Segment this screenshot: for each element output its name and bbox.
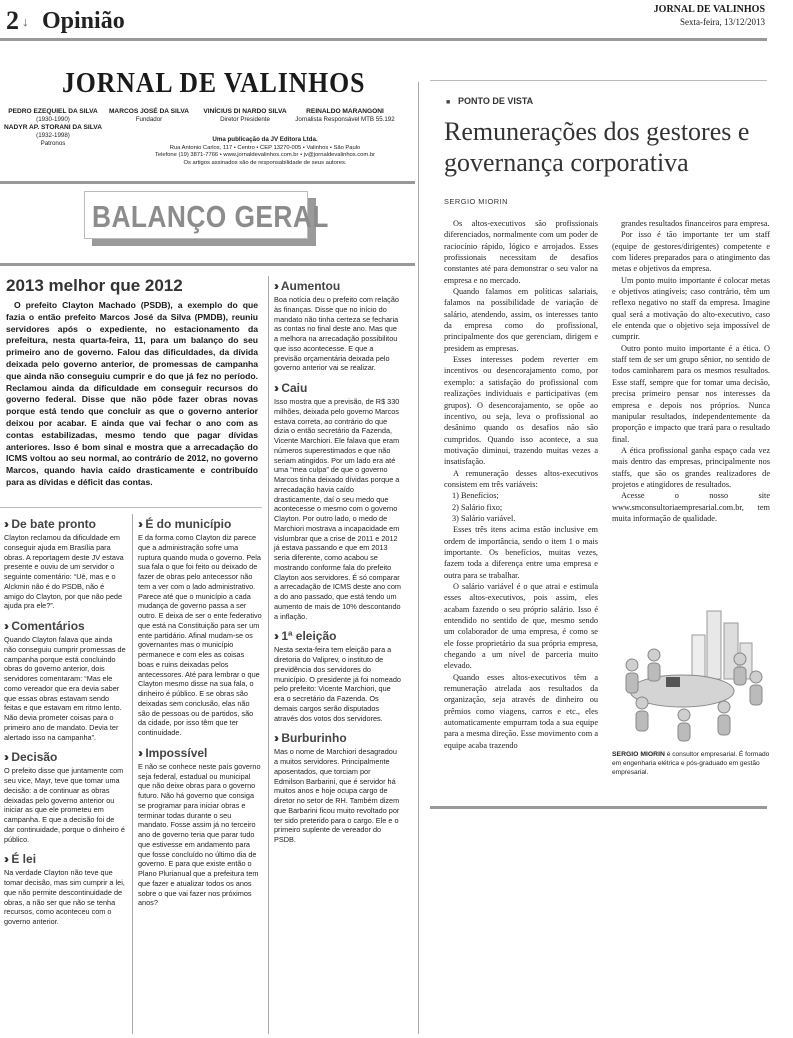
business-meeting-illustration: [612, 603, 772, 743]
opinion-paragraph: Por isso é tão importante ter um staff (equipe de gestores/dirigentes) competente e com líderes preparados para o atingimento das metas e objetivos da empresa.: [612, 230, 770, 274]
double-chevron-icon: ››: [274, 279, 276, 293]
opinion-paragraph: A ética profissional ganha espaço cada vez mais dentro das empresas, principalmente nos staffs, que são os grandes realizadores de projetos e atingidores de resultados.: [612, 445, 770, 489]
opinion-paragraph: O salário variável é o que atrai e estimula esses altos-executivos, pois assim, eles acabam fazendo o seu próprio salário. Isso é entendido no sentido de que, mesmo sendo um colaborador de uma empresa, é como se ele fosse proprietário da sua própria empresa, chegando a um nível de parceria muito elevado.: [444, 582, 598, 671]
double-chevron-icon: ››: [138, 745, 140, 760]
note-body: Mas o nome de Marchiori desagradou a muitos servidores. Principalmente aposentados, que torciam por Edmilson Barbarini, que é servidor há muitos anos e hoje ocupa cargo de diretor no setor de RH. Também dizem que Barbarini ficou muito revoltado por ter sido preterido para o cargo. Ele e o primeiro suplente de vereador do PSDB.: [274, 747, 400, 844]
masthead-rule: [0, 181, 415, 184]
opinion-paragraph: Quando falamos em políticas salariais, falamos na possibilidade de variação de salário, atendendo, assim, os interesses tanto da empresa como do profissional, principalmente dos que gerenciam, dirigem e presidem as empresas.: [444, 287, 598, 353]
opinion-list-item: 2) Salário fixo;: [452, 502, 503, 512]
staff-journalist: [290, 108, 400, 124]
header-rule: [0, 38, 767, 41]
note-title: ›› Burburinho: [274, 731, 347, 746]
author-caption: [612, 750, 772, 777]
note-body: Na verdade Clayton não teve que tomar decisão, mas sim cumprir a lei, que não permite descontinuidade de obras, a não ser que não se tenha recursos, como aconteceu com o governo anterior.: [4, 868, 125, 926]
staff-president: [196, 108, 294, 124]
double-chevron-icon: ››: [4, 619, 6, 633]
masthead-title: JORNAL DE VALINHOS: [62, 68, 366, 99]
note-body: E da forma como Clayton diz parece que a administração sofre uma ruptura quando muda o governo. Pela sua fala o que foi feito ou deixado de fazer de obras pelo antecessor não tem a ver com o lado administrativo. Parece até que o município a cada mudança de governo passa a ser outro. E deixa de ser o ente federativo que está na Constituição para ser um ente partidário. Afinal mudam-se os governantes mas o município permanece e com eles as coisas boas e ruins deixadas pelos antecessores. Até para lembrar o que Clayton mesmo disse na sua fala, o dinheiro é público. E se obras são deixadas sem conclusão, elas não são de pessoas ou de partidos, são da cidade, por isso têm que ter continuidade.: [138, 533, 262, 737]
staff-name: REINALDO MARANGONI: [306, 108, 384, 115]
opinion-paragraph: Os altos-executivos são profissionais diferenciados, normalmente com um poder de raciocínio rápido, lógico e arrojados. Esses profissionais necessitam de desafios constantes até para demonstrar o seu valor na empresa e no mercado.: [444, 219, 598, 285]
notes-column-3: [274, 279, 402, 845]
notes-column-1: [4, 517, 126, 927]
column-divider: [132, 514, 133, 1034]
contact: Telefone (19) 3871-7766 • www.jornaldevalinhos.com.br • jv@jornaldevalinhos.com.br: [154, 152, 376, 159]
opinion-headline: Remunerações dos gestores e governança corporativa: [444, 117, 750, 177]
double-chevron-icon: ››: [274, 629, 276, 644]
note-title: ›› De bate pronto: [4, 517, 97, 531]
header-paper-name: JORNAL DE VALINHOS: [653, 4, 765, 15]
publisher: Uma publicação da JV Editora Ltda.: [212, 136, 318, 143]
chevron-down-icon: ↓: [22, 14, 29, 29]
note-body: Clayton reclamou da dificuldade em conseguir ajuda em Brasília para obras. A reportagem deste JV estava presente e ouviu de um servidor o seguinte comentário: “Ué, mas e o Alckmin não é do PSDB, não é amigo do Clayton, por que não pede ajuda pra ele?”.: [4, 533, 124, 611]
opinion-column-2: [612, 218, 770, 524]
opinion-paragraph: Esses interesses podem reverter em incentivos ou desencorajamento como, por exemplo: a satisfação do profissional com realizações individuais e participativas (em grupos). O desencorajamento, se opõe ao incentivo, ou seja, leva o profissional ao desânimo quando os desafios não são cumpridos. Quando isso acontece, a sua motivação diminui, trazendo muitas vezes a insatisfação.: [444, 355, 598, 467]
staff-detail: Diretor Presidente: [220, 116, 270, 123]
note-body: Isso mostra que a previsão, de R$ 330 milhões, deixada pelo governo Marcos estava correta, ao contrário do que dizia o então secretário da Fazenda, Vicente Marchiori. Ele falava que eram números superestimados e que não seriam atingidos. Por um lado era até uma “mea culpa” de que o governo Marcos tinha deixado dívidas porque a arrecadação havia caído drasticamente, daí o seu medo que acontecesse o mesmo com o governo Clayton. Por outro lado, o medo de Marchiori mostrava a incapacidade em vislumbrar que a crise de 2011 e 2012 já estava passando e que em 2013 seria diferente, como acabou se mostrando conforme fala do prefeito Clayton aos servidores. É só comparar a arrecadação de ICMS deste ano com a do ano passado, que está tendo um aumento de mais de 10% descontando a inflação.: [274, 397, 401, 621]
note-body: Boa notícia deu o prefeito com relação às finanças. Disse que no início do mandato não tinha certeza se fecharia as contas no final deste ano. Mas que a melhora na arrecadação possibilitou que isso acontecesse. E que a previsão orçamentária deixada pelo governo anterior vai se realizar.: [274, 295, 399, 373]
double-chevron-icon: ››: [4, 517, 6, 531]
header-date: Sexta-feira, 13/12/2013: [680, 17, 765, 27]
disclaimer: Os artigos assinados são de responsabilidade de seus autores.: [183, 159, 347, 166]
opinion-paragraph: A remuneração desses altos-executivos consistem em três variáveis:: [444, 468, 598, 489]
lead-title: 2013 melhor que 2012: [6, 276, 183, 295]
opinion-paragraph: Esses três itens acima estão inclusive em ordem de importância, sendo o item 1 o mais importante. Os benefícios, muitas vezes, fazem toda a diferença entre uma empresa e outra para se trabalhar.: [444, 525, 598, 580]
staff-detail: Fundador: [135, 116, 163, 123]
opinion-paragraph: Acesse o nosso site www.smconsultoriaempresarial.com.br, tem muita informação de qualidade.: [612, 491, 770, 523]
note-body: E não se conhece neste país governo seja federal, estadual ou municipal que não deixe obras para o governo futuro. Não há governo que consiga se programar para iniciar obras e terminar todas durante o seu mandato. Fosse assim já no terceiro ano de governo teria que parar tudo que estivesse em andamento para que fosse concluído no último dia de governo. E para que existe então o Plano Plurianual que a prefeitura tem que fazer e atualizar todos os anos sobre o que vai fazer nos próximos anos?: [138, 761, 261, 908]
lead-body: [6, 300, 258, 489]
staff-name: VINÍCIUS DI NARDO SILVA: [203, 108, 287, 115]
note-title: ›› Impossível: [138, 745, 208, 760]
opinion-paragraph: Um ponto muito importante é colocar metas e objetivos atingíveis; caso contrário, têm um reflexo negativo no staff da empresa. Imagine qual será a motivação do alto-executivo, caso ele entenda que o objetivo seja impossível de cumprir.: [612, 275, 770, 342]
lead-paragraph: O prefeito Clayton Machado (PSDB), a exemplo do que fazia o então prefeito Marcos José da Silva (PMDB), reuniu servidores após o expediente, no estacionamento da prefeitura, nesta quarta-feira, 11, para um balanço do seu primeiro ano de governo. Falou das dificuldades, da dívida deixada pelo governo anterior, de promessas de campanha que ainda não conseguiu cumprir e do que já fez no período. Reclamou ainda da dificuldade em conseguir recursos do governo federal. Disse que não pôde fazer obras novas porque está tendo que concluir as que o governo anterior deixou por acabar. E ainda que vai fechar o ano com as contas estabilizadas, mesmo tendo que pagar dívidas anteriores. Isso é bom sinal e mostra que a arrecadação do ICMS voltou ao seu normal, ao contrário de 2012, no governo Marcos, quando havia caído drasticamente e contribuído para as dívidas e déficit das contas.: [6, 300, 258, 487]
opinion-paragraph: grandes resultados financeiros para empresa.: [621, 219, 770, 228]
double-chevron-icon: ››: [4, 750, 6, 765]
staff-name: NADYR AP. STORANI DA SILVA: [4, 124, 102, 131]
note-body: Nesta sexta-feira tem eleição para a diretoria do Valiprev, o instituto de previdência dos servidores do município. O presidente já foi nomeado pelo prefeito: Vicente Marchiori, que era o secretário da Fazenda. Os demais cargos serão disputados através dos votos dos servidores.: [274, 645, 401, 723]
opinion-author: SERGIO MIORIN: [444, 197, 508, 206]
notes-column-2: [138, 517, 262, 908]
section-title: Opinião: [42, 8, 125, 34]
staff-detail: (1930-1990): [36, 116, 70, 123]
staff-name: MARCOS JOSÉ DA SILVA: [108, 108, 190, 115]
double-chevron-icon: ››: [274, 731, 276, 746]
note-title: ›› É lei: [4, 852, 37, 867]
banner-rule: [0, 263, 415, 266]
note-title: ›› 1ª eleição: [274, 629, 337, 644]
opinion-list-item: 1) Benefícios;: [452, 491, 499, 501]
note-body: O prefeito disse que juntamente com seu vice, Mayr, teve que tomar uma decisão: a de continuar as obras deixadas pelo governo anterior ou iniciar as que ele prometeu em campanha. E que a decisão foi de dar continuidade, porque o dinheiro é público.: [4, 766, 125, 844]
lead-rule: [0, 507, 262, 508]
note-title: ›› Aumentou: [274, 279, 341, 293]
page-number: 2: [6, 6, 19, 35]
staff-detail: (1932-1998): [36, 132, 70, 139]
staff-patron-1: [4, 108, 102, 148]
address: Rua Antonio Carlos, 117 • Centro • CEP 13270-005 • Valinhos • São Paulo: [169, 144, 361, 151]
double-chevron-icon: ››: [274, 381, 276, 395]
column-divider: [268, 276, 269, 1034]
column-title: BALANÇO GERAL: [92, 199, 329, 234]
opinion-top-rule: [430, 80, 767, 81]
caption-name: SERGIO MIORIN: [612, 751, 665, 758]
staff-detail: Jornalista Responsável MTB 55.192: [295, 116, 395, 123]
staff-detail: Patronos: [40, 140, 66, 147]
double-chevron-icon: ››: [138, 517, 140, 531]
opinion-paragraph: Quando esses altos-executivos têm a remuneração atrelada aos resultados da organização, seja através de dinheiro ou prêmios como viagens, carros e etc., eles automaticamente empurram toda a sua equipe para a mesma direção. Esse movimento com a equipe acaba trazendo: [444, 672, 598, 750]
square-bullet-icon: ■: [446, 99, 451, 106]
staff-name: PEDRO EZEQUIEL DA SILVA: [8, 108, 98, 115]
column-divider: [418, 82, 419, 1034]
publisher-info: [130, 136, 400, 167]
staff-founder: [108, 108, 190, 124]
note-title: ›› Caiu: [274, 381, 308, 395]
opinion-list-item: 3) Salário variável.: [452, 513, 516, 523]
double-chevron-icon: ››: [4, 852, 6, 867]
note-title: ›› Comentários: [4, 619, 85, 633]
opinion-bottom-rule: [430, 806, 767, 809]
opinion-paragraph: Outro ponto muito importante é a ética. O staff tem de ser um grupo sênior, no sentido de todos caminharem para os mesmos resultados. Esse staff, sempre que for tomar uma decisão, precisa primeiro pensar nos interesses da empresa e depois nos próprios. Nunca manipular resultados, independentemente da proporção e impacto que trará para o resultado final.: [612, 343, 770, 444]
opinion-label: PONTO DE VISTA: [458, 96, 534, 106]
note-title: ›› É do município: [138, 517, 232, 531]
opinion-column-1: [444, 218, 598, 751]
note-title: ›› Decisão: [4, 750, 58, 765]
note-body: Quando Clayton falava que ainda não conseguiu cumprir promessas de campanha porque está concluindo obras do governo anterior, dois servidores comentaram: “Mas ele como vereador que era devia saber que essas obras estavam sendo feitas e que estavam em ritmo lento. Não devia prometer coisas para o primeiro ano de mandato. Devia ter alertado isso na campanha”.: [4, 635, 126, 742]
caption-text: é consultor empresarial. É formado em engenharia elétrica e pós-graduado em gestão empresarial.: [612, 751, 770, 776]
